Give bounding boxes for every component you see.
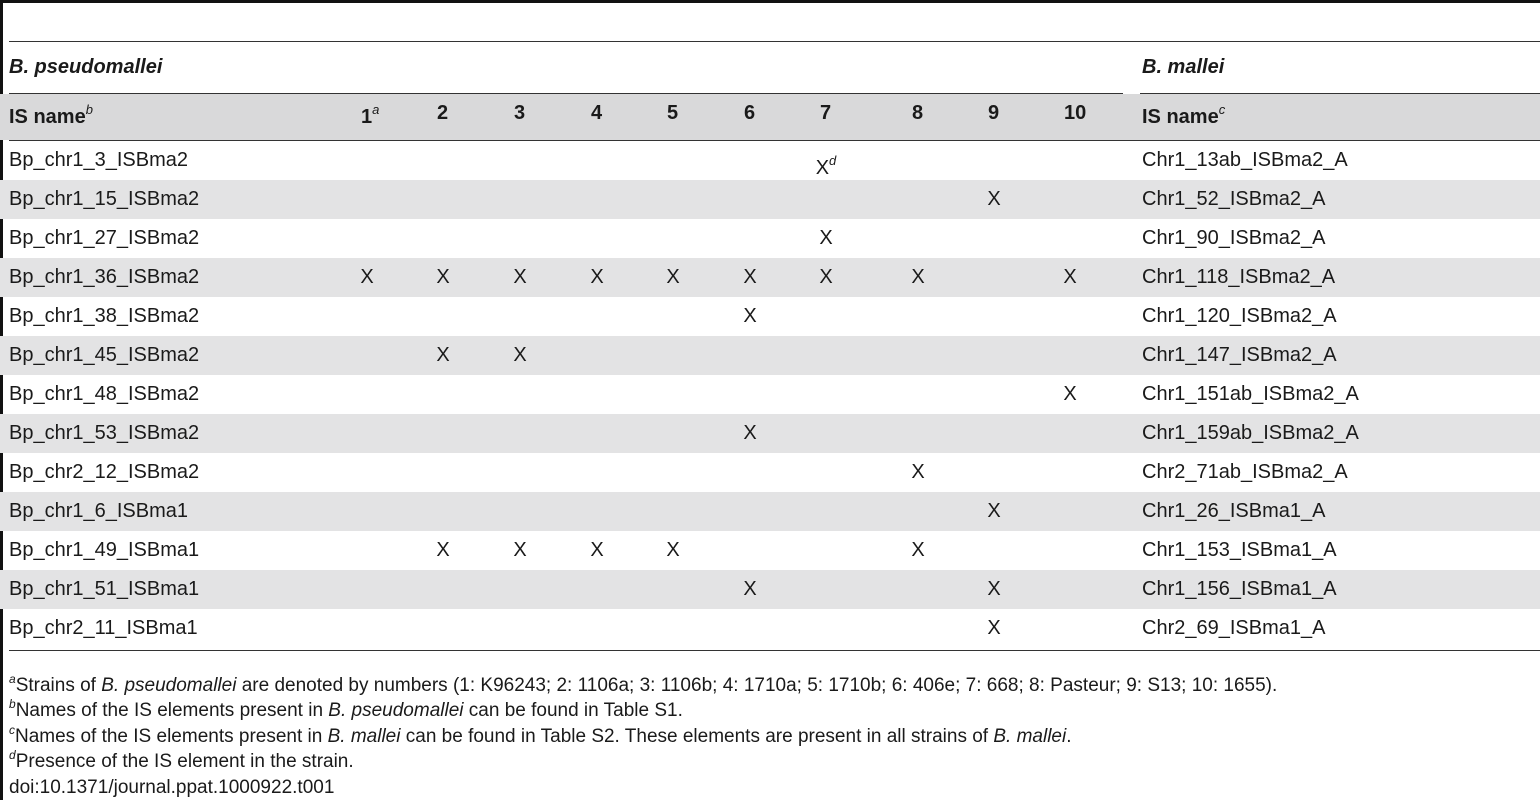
strain-header-3 — [514, 102, 525, 125]
presence-mark-symbol: X — [819, 266, 833, 288]
presence-mark-strain-9 — [979, 180, 1009, 219]
presence-mark-symbol: X — [819, 227, 833, 249]
presence-mark-symbol: X — [743, 305, 757, 327]
presence-mark-symbol: X — [513, 266, 527, 288]
strain-header-label: 5 — [667, 102, 679, 124]
bm-is-name-cell: Chr1_156_ISBma1_A — [1142, 578, 1337, 600]
bp-is-name-cell: Bp_chr1_48_ISBma2 — [9, 383, 200, 405]
strain-header-label: 2 — [437, 102, 449, 124]
presence-mark-symbol: X — [436, 539, 450, 561]
presence-mark-sup: d — [829, 153, 837, 168]
presence-mark-strain-7 — [811, 219, 841, 258]
bp-is-name-cell: Bp_chr1_36_ISBma2 — [9, 266, 200, 288]
presence-mark-strain-2 — [428, 258, 458, 297]
presence-mark-symbol: X — [987, 578, 1001, 600]
presence-mark-strain-8 — [903, 531, 933, 570]
presence-mark-strain-6 — [735, 414, 765, 453]
strain-header-6 — [744, 102, 755, 125]
species-name: B. pseudomallei — [328, 700, 464, 721]
strain-header-sup: a — [372, 102, 380, 117]
presence-mark-symbol: X — [436, 266, 450, 288]
bp-is-name-cell: Bp_chr1_49_ISBma1 — [9, 539, 200, 561]
footnote-text: Presence of the IS element in the strain. — [15, 751, 354, 772]
group-label-pseudomallei: B. pseudomallei — [9, 56, 163, 78]
strain-header-8 — [912, 102, 923, 125]
bp-is-name-cell: Bp_chr1_45_ISBma2 — [9, 344, 200, 366]
strain-header-2 — [437, 102, 448, 125]
presence-mark-symbol: X — [987, 500, 1001, 522]
presence-mark-symbol: X — [513, 344, 527, 366]
presence-mark-symbol: X — [590, 266, 604, 288]
presence-mark-strain-4 — [582, 531, 612, 570]
bp-is-name-cell: Bp_chr1_27_ISBma2 — [9, 227, 200, 249]
table-row — [0, 531, 1540, 570]
header-is-name-left — [9, 102, 93, 129]
presence-mark-strain-3 — [505, 258, 535, 297]
strain-header-5 — [667, 102, 678, 125]
strain-header-7 — [820, 102, 831, 125]
table-row — [0, 336, 1540, 375]
presence-mark-symbol: X — [743, 422, 757, 444]
bp-is-name-cell: Bp_chr2_11_ISBma1 — [9, 617, 198, 639]
group-label-mallei: B. mallei — [1142, 56, 1225, 78]
strain-header-label: 3 — [514, 102, 526, 124]
footnote-text: are denoted by numbers (1: K96243; 2: 1106a; 3: 1106b; 4: 1710a; 5: 1710b; 6: 406e; 7: 668; 8: Pasteur; 9: S13; 10: 1655). — [236, 675, 1278, 696]
table-bottom-rule — [9, 650, 1540, 651]
table-row — [0, 609, 1540, 648]
strain-header-label: 4 — [591, 102, 603, 124]
table-row — [0, 375, 1540, 414]
table-row — [0, 492, 1540, 531]
footnote-text: Names of the IS elements present in — [15, 700, 329, 721]
presence-mark-strain-9 — [979, 609, 1009, 648]
bm-is-name-cell: Chr1_90_ISBma2_A — [1142, 227, 1326, 249]
presence-mark-symbol: X — [987, 617, 1001, 639]
presence-mark-strain-6 — [735, 258, 765, 297]
footnote-marker: b — [9, 697, 16, 711]
species-name: B. mallei — [993, 726, 1067, 747]
table-row — [0, 570, 1540, 609]
table-row — [0, 414, 1540, 453]
presence-mark-strain-7 — [811, 258, 841, 297]
presence-mark-symbol: X — [743, 266, 757, 288]
presence-mark-strain-6 — [735, 570, 765, 609]
bp-is-name-cell: Bp_chr1_3_ISBma2 — [9, 149, 189, 171]
presence-mark-strain-9 — [979, 570, 1009, 609]
bm-is-name-cell: Chr1_118_ISBma2_A — [1142, 266, 1336, 288]
table-row — [0, 180, 1540, 219]
presence-mark-strain-3 — [505, 336, 535, 375]
strain-header-1 — [361, 102, 379, 129]
footnote-marker: d — [9, 748, 16, 762]
presence-mark-strain-5 — [658, 258, 688, 297]
table-row — [0, 453, 1540, 492]
header-is-name-right-sup: c — [1218, 102, 1226, 117]
presence-mark-symbol: X — [815, 157, 830, 179]
bm-is-name-cell: Chr1_52_ISBma2_A — [1142, 188, 1326, 210]
strain-header-label: 6 — [744, 102, 756, 124]
top-border — [0, 0, 1540, 3]
strain-header-4 — [591, 102, 602, 125]
bm-is-name-cell: Chr1_26_ISBma1_A — [1142, 500, 1326, 522]
table-row — [0, 297, 1540, 336]
presence-mark-strain-1 — [352, 258, 382, 297]
presence-mark-strain-2 — [428, 531, 458, 570]
presence-mark-symbol: X — [743, 578, 757, 600]
footnote-c — [9, 723, 1072, 748]
species-name: B. mallei — [327, 726, 401, 747]
doi-line: doi:10.1371/journal.ppat.1000922.t001 — [9, 777, 335, 798]
presence-mark-symbol: X — [987, 188, 1001, 210]
bm-is-name-cell: Chr1_147_ISBma2_A — [1142, 344, 1337, 366]
strain-header-label: 1 — [361, 106, 373, 128]
presence-mark-strain-5 — [658, 531, 688, 570]
bp-is-name-cell: Bp_chr1_15_ISBma2 — [9, 188, 200, 210]
bp-is-name-cell: Bp_chr1_51_ISBma1 — [9, 578, 200, 600]
header-is-name-left-sup: b — [85, 102, 93, 117]
bm-is-name-cell: Chr1_159ab_ISBma2_A — [1142, 422, 1359, 444]
presence-mark-strain-8 — [903, 258, 933, 297]
footnote-b — [9, 697, 683, 722]
presence-mark-symbol: X — [911, 539, 925, 561]
strain-header-label: 7 — [820, 102, 832, 124]
bm-is-name-cell: Chr1_13ab_ISBma2_A — [1142, 149, 1348, 171]
footnote-text: Strains of — [15, 675, 102, 696]
presence-mark-strain-3 — [505, 531, 535, 570]
bp-is-name-cell: Bp_chr1_38_ISBma2 — [9, 305, 200, 327]
bm-is-name-cell: Chr2_71ab_ISBma2_A — [1142, 461, 1348, 483]
presence-mark-symbol: X — [436, 344, 450, 366]
presence-mark-symbol: X — [1063, 266, 1077, 288]
presence-mark-strain-9 — [979, 492, 1009, 531]
presence-mark-symbol: X — [360, 266, 374, 288]
species-name: B. pseudomallei — [101, 675, 237, 696]
footnote-d — [9, 748, 354, 773]
presence-mark-strain-7 — [811, 141, 841, 180]
presence-mark-strain-6 — [735, 297, 765, 336]
table-row — [0, 258, 1540, 297]
footnote-text: can be found in Table S2. These elements are present in all strains of — [400, 726, 994, 747]
bp-is-name-cell: Bp_chr1_53_ISBma2 — [9, 422, 200, 444]
footnote-text: . — [1066, 726, 1072, 747]
header-is-name-right — [1142, 102, 1225, 129]
strain-header-10 — [1064, 102, 1086, 125]
presence-mark-strain-8 — [903, 453, 933, 492]
presence-mark-symbol: X — [590, 539, 604, 561]
presence-mark-strain-10 — [1055, 375, 1085, 414]
strain-header-label: 9 — [988, 102, 1000, 124]
header-row — [0, 94, 1540, 140]
bp-is-name-cell: Bp_chr2_12_ISBma2 — [9, 461, 200, 483]
bm-is-name-cell: Chr1_153_ISBma1_A — [1142, 539, 1337, 561]
presence-mark-symbol: X — [911, 266, 925, 288]
header-is-name-left-label: IS name — [9, 106, 86, 128]
header-is-name-right-label: IS name — [1142, 106, 1219, 128]
strain-header-9 — [988, 102, 999, 125]
table-top-rule — [9, 41, 1540, 42]
presence-mark-symbol: X — [513, 539, 527, 561]
bm-is-name-cell: Chr1_151ab_ISBma2_A — [1142, 383, 1359, 405]
bm-is-name-cell: Chr1_120_ISBma2_A — [1142, 305, 1337, 327]
footnote-a — [9, 672, 1277, 697]
strain-header-label: 8 — [912, 102, 924, 124]
presence-mark-strain-4 — [582, 258, 612, 297]
table-row — [0, 219, 1540, 258]
table-row — [0, 141, 1540, 180]
presence-mark-symbol: X — [911, 461, 925, 483]
presence-mark-strain-10 — [1055, 258, 1085, 297]
presence-mark-strain-2 — [428, 336, 458, 375]
presence-mark-symbol: X — [666, 539, 680, 561]
footnote-text: Names of the IS elements present in — [15, 726, 328, 747]
footnote-marker: a — [9, 672, 16, 686]
bm-is-name-cell: Chr2_69_ISBma1_A — [1142, 617, 1326, 639]
bp-is-name-cell: Bp_chr1_6_ISBma1 — [9, 500, 189, 522]
strain-header-label: 10 — [1064, 102, 1087, 124]
presence-mark-symbol: X — [1063, 383, 1077, 405]
footnote-text: can be found in Table S1. — [463, 700, 683, 721]
presence-mark-symbol: X — [666, 266, 680, 288]
footnote-marker: c — [9, 723, 15, 737]
